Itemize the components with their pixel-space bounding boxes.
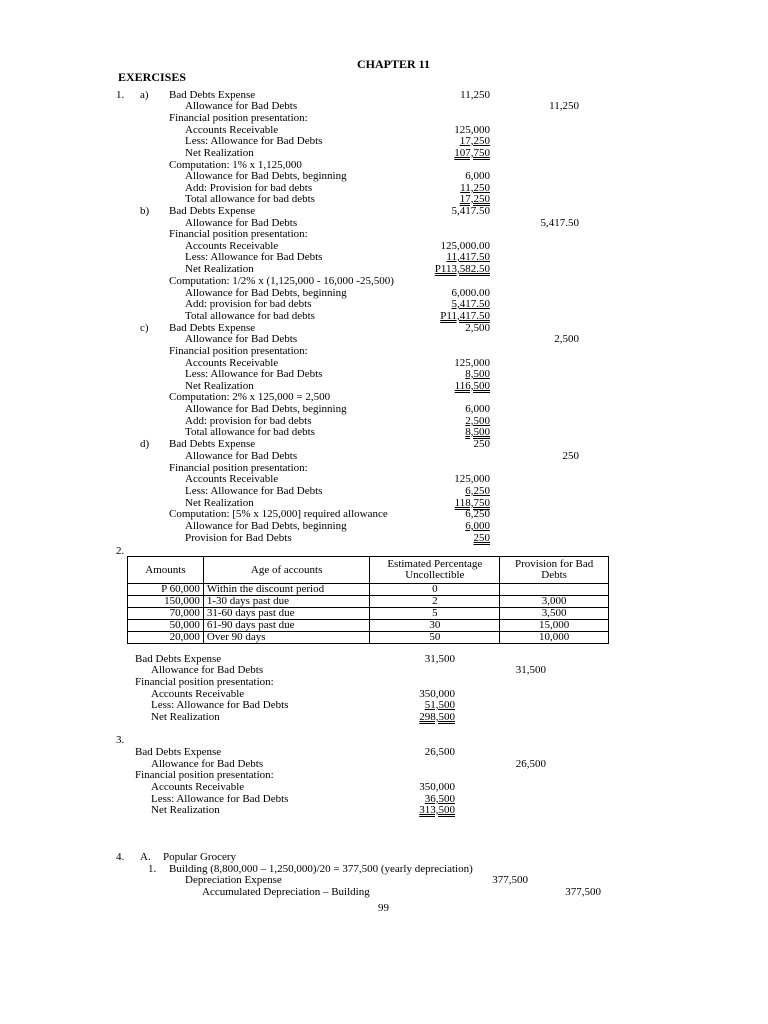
table-row [128,584,609,596]
add-label: Add: provision for bad debts [185,298,312,310]
credit-account: Accumulated Depreciation – Building [202,886,370,898]
net-amount: 298,500 [419,711,455,723]
net-label: Net Realization [185,147,254,159]
credit-amount: 5,417.50 [540,217,579,229]
beg-label: Allowance for Bad Debts, beginning [185,403,347,415]
debit-account: Bad Debts Expense [135,746,222,758]
cell-percentage: 0 [370,584,500,596]
net-label: Net Realization [185,497,254,509]
ar-amount: 125,000.00 [440,240,490,252]
total-amount: P11,417.50 [440,310,490,322]
credit-amount: 377,500 [565,886,601,898]
fp-heading: Financial position presentation: [135,769,274,781]
part-label: A. [140,851,151,863]
less-label: Less: Allowance for Bad Debts [151,793,289,805]
less-amount: 6,250 [465,485,490,497]
ar-label: Accounts Receivable [185,240,279,252]
debit-account: Bad Debts Expense [169,322,256,334]
computation: Computation: [5% x 125,000] required allowance [169,508,388,520]
exercise-number: 1. [116,89,125,101]
cell-amount: 50,000 [128,620,204,632]
credit-account: Allowance for Bad Debts [185,333,298,345]
cell-age: 31-60 days past due [203,608,370,620]
cell-amount: 70,000 [128,608,204,620]
ar-label: Accounts Receivable [151,781,245,793]
debit-account: Depreciation Expense [185,874,282,886]
net-label: Net Realization [151,804,220,816]
credit-amount: 250 [562,450,579,462]
header-percentage: Estimated Percentage Uncollectible [370,557,500,584]
ar-amount: 125,000 [454,124,490,136]
net-amount: 116,500 [454,380,490,392]
add-amount: 2,500 [465,415,490,427]
table-header-row [128,557,609,584]
add-amount: 11,250 [460,182,490,194]
cell-provision: 3,000 [500,596,609,608]
less-label: Less: Allowance for Bad Debts [185,251,323,263]
cell-age: Over 90 days [203,632,370,644]
cell-provision: 3,500 [500,608,609,620]
ar-amount: 125,000 [454,357,490,369]
net-amount: 118,750 [454,497,490,509]
debit-amount: 5,417.50 [451,205,490,217]
beg-label: Allowance for Bad Debts, beginning [185,287,347,299]
cell-percentage: 5 [370,608,500,620]
total-amount: 17,250 [459,193,490,205]
cell-percentage: 2 [370,596,500,608]
provision-label: Provision for Bad Debts [185,532,292,544]
debit-amount: 31,500 [424,653,455,665]
debit-account: Bad Debts Expense [169,438,256,450]
net-amount: 107,750 [454,147,490,159]
beg-label: Allowance for Bad Debts, beginning [185,170,347,182]
net-label: Net Realization [151,711,220,723]
beg-amount: 6,000 [465,403,490,415]
debit-account: Bad Debts Expense [135,653,222,665]
provision-amount: 250 [473,532,490,544]
credit-account: Allowance for Bad Debts [151,664,264,676]
total-amount: 8,500 [465,426,490,438]
fp-heading: Financial position presentation: [169,112,308,124]
cell-amount: 150,000 [128,596,204,608]
cell-amount: P 60,000 [128,584,204,596]
table-row [128,620,609,632]
debit-amount: 377,500 [492,874,528,886]
less-label: Less: Allowance for Bad Debts [185,368,323,380]
item-number: 1. [148,863,157,875]
ar-label: Accounts Receivable [185,473,279,485]
total-label: Total allowance for bad debts [185,310,315,322]
ar-label: Accounts Receivable [185,357,279,369]
table-row [128,608,609,620]
net-label: Net Realization [185,380,254,392]
less-amount: 8,500 [465,368,490,380]
beg-amount: 6,000 [465,170,490,182]
add-amount: 5,417.50 [451,298,490,310]
credit-amount: 26,500 [515,758,546,770]
credit-amount: 11,250 [549,100,579,112]
less-amount: 17,250 [459,135,490,147]
table-row [128,632,609,644]
credit-account: Allowance for Bad Debts [185,450,298,462]
computation: Computation: 1% x 1,125,000 [169,159,302,171]
header-amounts: Amounts [128,557,204,584]
part-label: d) [140,438,150,450]
credit-amount: 31,500 [515,664,546,676]
fp-heading: Financial position presentation: [169,345,308,357]
less-label: Less: Allowance for Bad Debts [185,485,323,497]
total-label: Total allowance for bad debts [185,193,315,205]
add-label: Add: provision for bad debts [185,415,312,427]
part-title: Popular Grocery [163,851,237,863]
cell-percentage: 50 [370,632,500,644]
exercise-number: 3. [116,734,125,746]
cell-age: Within the discount period [203,584,370,596]
exercise-number: 4. [116,851,125,863]
cell-provision [500,584,609,596]
ar-label: Accounts Receivable [151,688,245,700]
item-text: Building (8,800,000 – 1,250,000)/20 = 377,500 (yearly depreciation) [169,863,473,875]
page-number: 99 [378,902,389,914]
computation: Computation: 1/2% x (1,125,000 - 16,000 -25,500) [169,275,394,287]
section-title: EXERCISES [118,70,187,84]
add-label: Add: Provision for bad debts [185,182,313,194]
part-label: b) [140,205,150,217]
less-amount: 11,417.50 [446,251,490,263]
cell-percentage: 30 [370,620,500,632]
fp-heading: Financial position presentation: [169,462,308,474]
table-row [128,596,609,608]
cell-amount: 20,000 [128,632,204,644]
header-age: Age of accounts [203,557,370,584]
debit-amount: 250 [473,438,490,450]
debit-amount: 11,250 [460,89,490,101]
cell-age: 1-30 days past due [203,596,370,608]
ar-label: Accounts Receivable [185,124,279,136]
total-label: Total allowance for bad debts [185,426,315,438]
net-amount: P113,582.50 [434,263,490,275]
beg-label: Allowance for Bad Debts, beginning [185,520,347,532]
credit-account: Allowance for Bad Debts [151,758,264,770]
computation-amount: 6,250 [465,508,490,520]
ar-amount: 350,000 [419,688,455,700]
cell-age: 61-90 days past due [203,620,370,632]
credit-amount: 2,500 [554,333,579,345]
debit-amount: 26,500 [424,746,455,758]
chapter-title: CHAPTER 11 [357,57,431,71]
beg-amount: 6,000 [465,520,490,532]
part-label: a) [140,89,149,101]
cell-provision: 10,000 [500,632,609,644]
less-amount: 36,500 [424,793,455,805]
ar-amount: 125,000 [454,473,490,485]
net-label: Net Realization [185,263,254,275]
fp-heading: Financial position presentation: [169,228,308,240]
cell-provision: 15,000 [500,620,609,632]
less-label: Less: Allowance for Bad Debts [151,699,289,711]
less-label: Less: Allowance for Bad Debts [185,135,323,147]
ar-amount: 350,000 [419,781,455,793]
aging-table [127,556,609,644]
part-label: c) [140,322,149,334]
exercise-number: 2. [116,545,125,557]
credit-account: Allowance for Bad Debts [185,217,298,229]
beg-amount: 6,000.00 [451,287,490,299]
computation: Computation: 2% x 125,000 = 2,500 [169,391,331,403]
debit-account: Bad Debts Expense [169,89,256,101]
debit-account: Bad Debts Expense [169,205,256,217]
header-provision: Provision for Bad Debts [500,557,609,584]
credit-account: Allowance for Bad Debts [185,100,298,112]
less-amount: 51,500 [424,699,455,711]
debit-amount: 2,500 [465,322,490,334]
fp-heading: Financial position presentation: [135,676,274,688]
net-amount: 313,500 [419,804,455,816]
